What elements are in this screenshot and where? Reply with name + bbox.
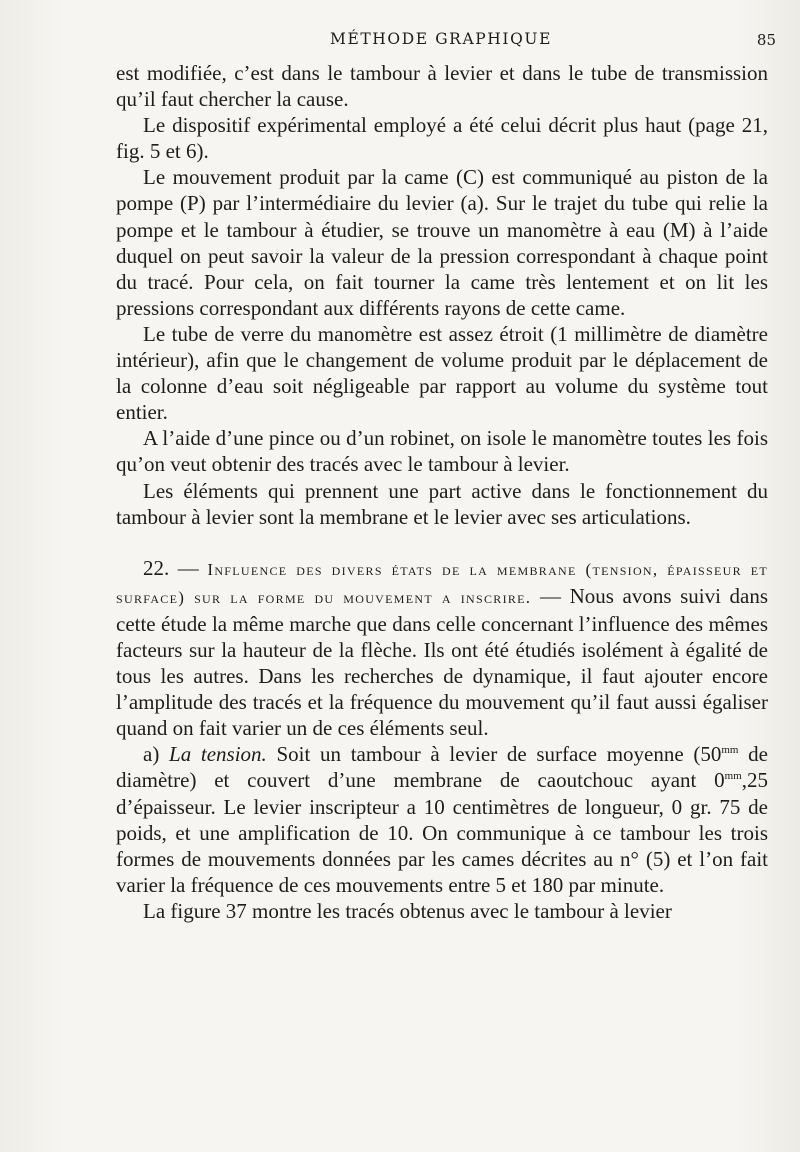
paragraph-6: Les éléments qui prennent une part active dans le fonctionnement du tambour à levier sont la membrane et le levier avec ses articulations. bbox=[116, 478, 768, 529]
unit-superscript-1: mm bbox=[721, 744, 739, 757]
item-title: La tension. bbox=[169, 742, 267, 767]
paragraph-3: Le mouvement produit par la came (C) est communiqué au piston de la pompe (P) par l’intermédiaire du levier (a). Sur le trajet du tube qui relie la pompe et le tambour à étudier, se trouve un manomètre à eau (M) à l’aide duquel on peut savoir la valeur de la pression correspondant à chaque point du tracé. Pour cela, on fait tourner la came très lentement et on lit les pressions correspondant aux différents rayons de cette came. bbox=[116, 165, 768, 320]
unit-superscript-2: mm bbox=[724, 770, 742, 783]
section-dash: — bbox=[169, 555, 208, 580]
paragraph-1: est modifiée, c’est dans le tambour à levier et dans le tube de transmission qu’il faut chercher la cause. bbox=[116, 61, 768, 112]
tension-text-3: ,25 d’épaisseur. Le levier inscripteur a 10 centimètres de longueur, 0 gr. 75 de poids, et une amplification de 10. On communique à ce tambour les trois formes de mouvements données par les cames décrites au n° (5) et l’on fait varier la fréquence de ces mouvements entre 5 et 180 par minute. bbox=[116, 768, 768, 897]
running-title: MÉTHODE GRAPHIQUE bbox=[329, 30, 553, 48]
paragraph-figure-37: La figure 37 montre les tracés obtenus avec le tambour à levier bbox=[143, 898, 672, 923]
tension-text-2: de diamètre) et couvert d’une membrane de caoutchouc ayant 0 bbox=[116, 742, 768, 793]
paragraph-5: A l’aide d’une pince ou d’un robinet, on isole le manomètre toutes les fois qu’on veut obtenir des tracés avec le tambour à levier. bbox=[116, 426, 768, 477]
section-dash-2: — bbox=[531, 583, 570, 608]
page-number: 85 bbox=[756, 31, 776, 49]
section-number: 22. bbox=[143, 555, 170, 580]
paragraph-2: Le dispositif expérimental employé a été celui décrit plus haut (page 21, fig. 5 et 6). bbox=[116, 113, 768, 164]
section-heading: Influence des divers états de la membrane (tension, épaisseur et surface) sur la forme du mouvement a inscrire. bbox=[116, 559, 769, 607]
paragraph-4: Le tube de verre du manomètre est assez étroit (1 millimètre de diamètre intérieur), afin que le changement de volume produit par le déplacement de la colonne d’eau soit négligeable par rapport au volume du système tout entier. bbox=[116, 321, 768, 425]
paragraph-tension bbox=[116, 741, 768, 898]
section-text: Nous avons suivi dans cette étude la même marche que dans celle concernant l’influence des mêmes facteurs sur la hauteur de la flèche. Ils ont été étudiés isolément à égalité de tous les autres. Dans les recherches de dynamique, il faut ajouter encore l’amplitude des tracés et la fréquence du mouvement qu’il faut aussi égaliser quand on fait varier un de ces éléments seul. bbox=[116, 583, 769, 741]
section-22 bbox=[116, 555, 768, 742]
body-text bbox=[116, 60, 768, 924]
page-header bbox=[116, 30, 776, 52]
tension-text-1: Soit un tambour à levier de surface moyenne (50 bbox=[266, 742, 722, 767]
item-label: a) bbox=[143, 742, 170, 767]
